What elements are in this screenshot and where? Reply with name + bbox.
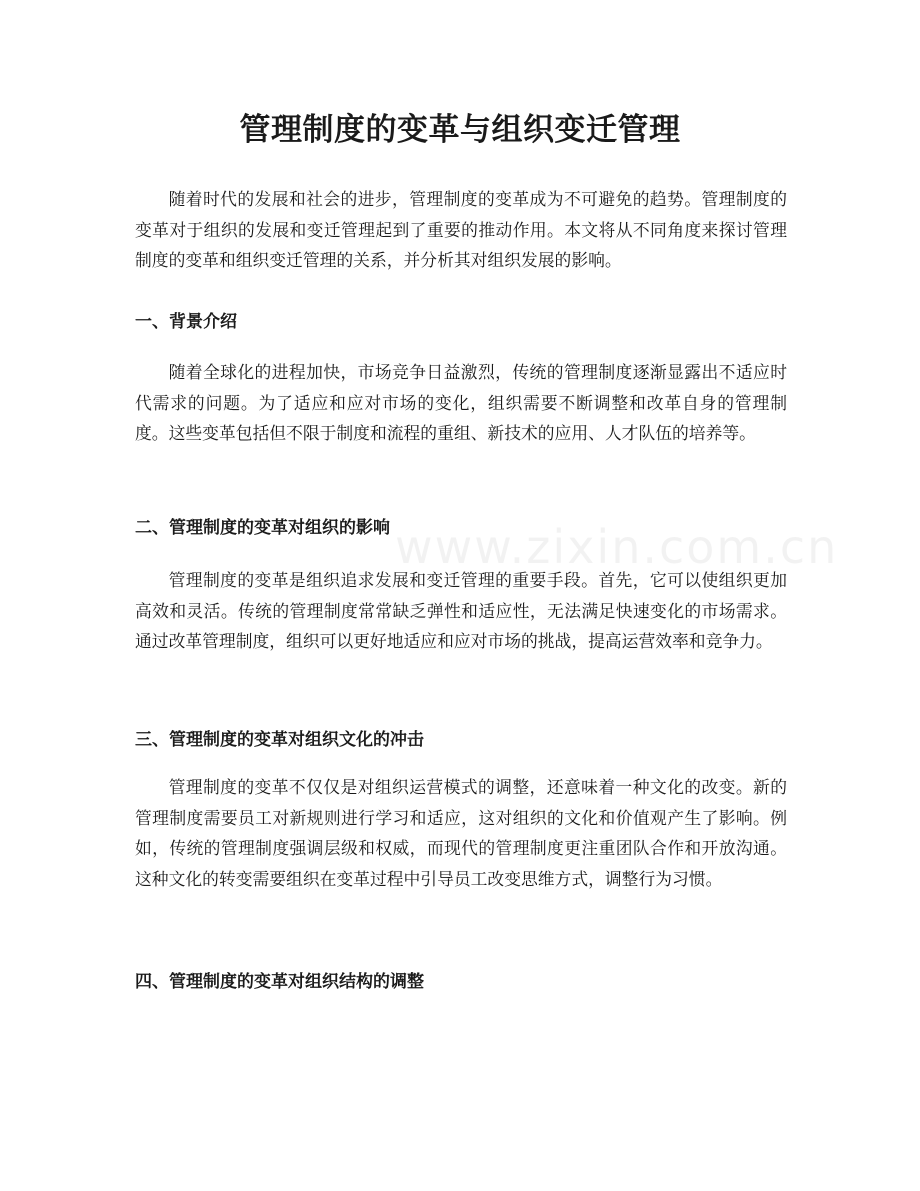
section-heading-background: 一、背景介绍 [135, 312, 237, 332]
section-heading-impact: 二、管理制度的变革对组织的影响 [135, 518, 390, 538]
section-body-impact: 管理制度的变革是组织追求发展和变迁管理的重要手段。首先，它可以使组织更加高效和灵活。传统的管理制度常常缺乏弹性和适应性，无法满足快速变化的市场需求。通过改革管理制度，组织可以更好地适应和应对市场的挑战，提高运营效率和竞争力。 [135, 570, 787, 651]
section-body-culture: 管理制度的变革不仅仅是对组织运营模式的调整，还意味着一种文化的改变。新的管理制度需要员工对新规则进行学习和适应，这对组织的文化和价值观产生了影响。例如，传统的管理制度强调层级和权威，而现代的管理制度更注重团队合作和开放沟通。这种文化的转变需要组织在变革过程中引导员工改变思维方式，调整行为习惯。 [135, 777, 787, 889]
intro-paragraph: 随着时代的发展和社会的进步，管理制度的变革成为不可避免的趋势。管理制度的变革对于组织的发展和变迁管理起到了重要的推动作用。本文将从不同角度来探讨管理制度的变革和组织变迁管理的关系，并分析其对组织发展的影响。 [135, 189, 787, 270]
section-heading-structure: 四、管理制度的变革对组织结构的调整 [135, 972, 424, 992]
section-body-background: 随着全球化的进程加快，市场竞争日益激烈，传统的管理制度逐渐显露出不适应时代需求的问题。为了适应和应对市场的变化，组织需要不断调整和改革自身的管理制度。这些变革包括但不限于制度和流程的重组、新技术的应用、人才队伍的培养等。 [135, 362, 787, 443]
document-title: 管理制度的变革与组织变迁管理 [239, 112, 681, 148]
section-heading-culture: 三、管理制度的变革对组织文化的冲击 [135, 730, 424, 750]
watermark: www.zixin.com.cn [395, 520, 839, 574]
